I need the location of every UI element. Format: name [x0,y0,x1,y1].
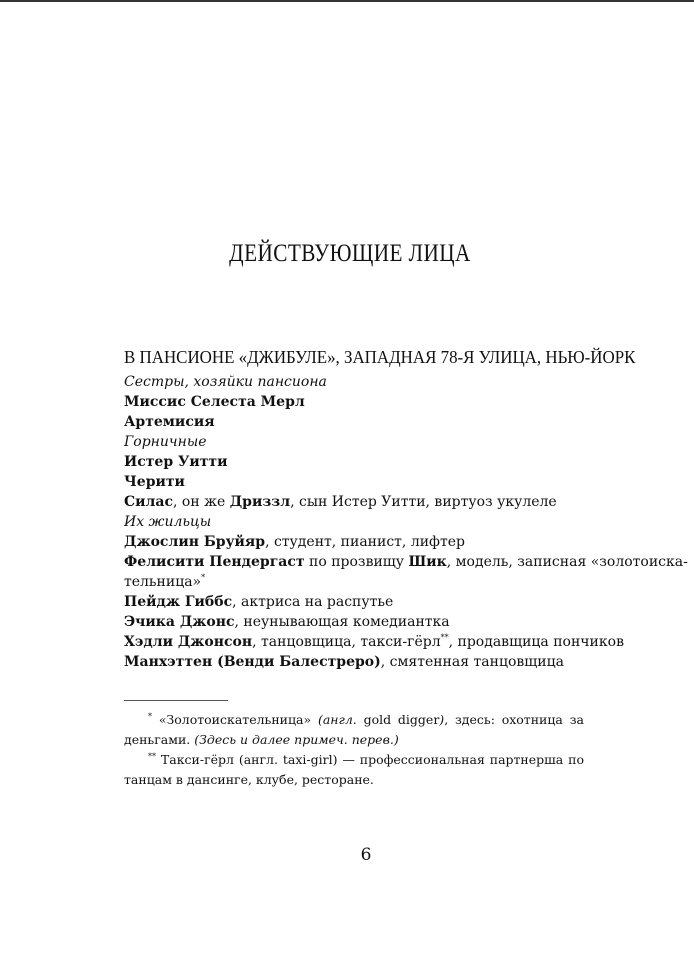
group-sisters: Сестры, хозяйки пансиона [124,374,327,390]
page-number: 6 [360,845,372,865]
footnote-editor-note: (Здесь и далее примеч. перев.) [194,732,399,747]
character-description: , актриса на распутье [232,594,394,610]
footnote-2 [124,750,584,790]
character-name: Хэдли Джонсон [124,634,253,650]
footnote-separator [124,700,228,701]
character-description: , студент, пианист, лифтер [265,534,465,550]
character-description: , танцовщица, такси-гёрл [252,634,441,650]
character-alias-prefix: , он же [173,494,230,510]
footnote-1 [124,710,584,750]
footnotes [124,710,584,790]
character-description: , неунывающая комедиантка [234,614,450,630]
character-paige [124,592,589,612]
footnote-text: , здесь: охотница за деньгами. [124,712,584,747]
footnote-lang-close: ) [439,712,445,727]
footnote-ref: * [201,573,206,582]
character-ester: Истер Уитти [124,454,228,470]
footnote-text: Такси-гёрл (англ. taxi-girl) — профессиональная партнерша по танцам в дансинге, клубе, ресторане. [124,752,584,787]
character-name: Джослин Бруйяр [124,534,266,550]
footnote-mark: * [148,712,152,721]
character-charity: Черити [124,474,185,490]
character-felicity-continued [124,572,589,592]
footnote-ref: ** [440,633,449,642]
character-description: , модель, записная «золотоиска- [446,554,688,570]
character-manhattan [124,652,589,672]
character-description-tail: , продавщица пончиков [448,634,624,650]
character-hedley [124,632,624,652]
character-etchika [124,612,589,632]
character-description: , смятенная танцовщица [380,654,564,670]
character-artemisia: Артемисия [124,414,215,430]
character-nickname-prefix: по прозвищу [304,554,409,570]
cast-list [124,372,688,672]
footnote-original: gold digger [363,712,440,727]
character-name: Фелисити Пендергаст [124,554,305,570]
page-title: ДЕЙСТВУЮЩИЕ ЛИЦА [229,240,471,267]
footnote-lang: (англ. [317,712,357,727]
top-border-line [0,0,694,2]
character-nickname: Шик [408,554,447,570]
character-silas [124,492,589,512]
character-name: Силас [124,494,173,510]
character-description: , сын Истер Уитти, виртуоз укулеле [290,494,557,510]
character-jocelyn [124,532,589,552]
footnote-mark: ** [148,752,156,761]
section-heading: В ПАНСИОНЕ «ДЖИБУЛЕ», ЗАПАДНАЯ 78-Я УЛИЦА, НЬЮ-ЙОРК [124,347,636,367]
character-description-continued: тельница» [124,574,202,590]
character-alias: Дриззл [229,494,291,510]
character-felicity [124,552,688,572]
group-tenants: Их жильцы [124,514,212,530]
character-name: Эчика Джонс [124,614,235,630]
character-name: Манхэттен (Венди Балестреро) [124,654,381,670]
group-maids: Горничные [124,434,207,450]
character-name: Пейдж Гиббс [124,594,233,610]
footnote-term: «Золотоискательница» [158,712,312,727]
character-merle: Миссис Селеста Мерл [124,394,305,410]
